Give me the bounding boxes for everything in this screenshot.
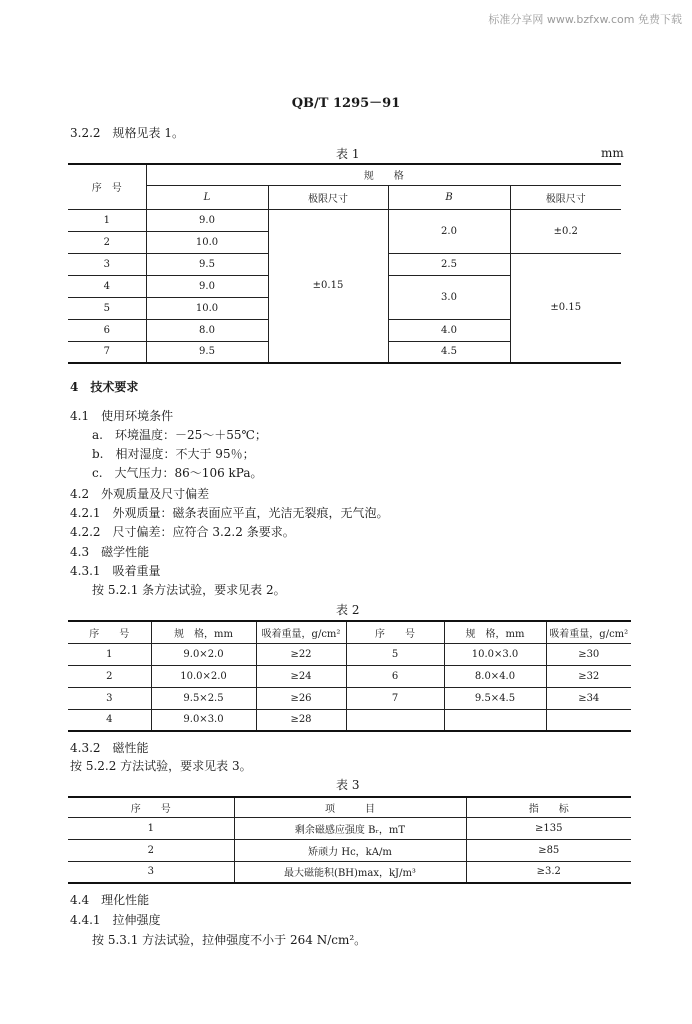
table2-weight: ≥26 xyxy=(256,687,346,709)
table1-tolL: ±0.15 xyxy=(268,209,388,363)
table2-header-weight: 吸着重量，g/cm² xyxy=(546,621,631,643)
table1-B: 4.0 xyxy=(388,319,510,341)
table2-spec: 10.0×2.0 xyxy=(151,665,256,687)
section-4-2-1: 4.2.1 外观质量：磁条表面应平直，光洁无裂痕，无气泡。 xyxy=(70,506,389,520)
table1-L: 9.0 xyxy=(146,275,268,297)
section-4-1: 4.1 使用环境条件 xyxy=(70,409,174,423)
table1-header-L: L xyxy=(146,185,268,209)
table1-seq: 1 xyxy=(68,209,146,231)
table1-tolB: ±0.15 xyxy=(510,253,621,363)
table1-seq: 4 xyxy=(68,275,146,297)
section-4-4-1-text: 按 5.3.1 方法试验，拉伸强度不小于 264 N/cm²。 xyxy=(92,933,367,947)
section-4: 4 技术要求 xyxy=(70,380,139,394)
table1-header-B: B xyxy=(388,185,510,209)
table1-seq: 6 xyxy=(68,319,146,341)
table2-empty-cell xyxy=(546,709,631,731)
table3-seq: 2 xyxy=(68,839,234,861)
table1-header-tolL: 极限尺寸 xyxy=(268,185,388,209)
table3-index: ≥135 xyxy=(466,817,631,839)
table1-header-tolB: 极限尺寸 xyxy=(510,185,621,209)
table2-seq: 7 xyxy=(346,687,444,709)
section-4-1-b: b. 相对湿度：不大于 95％； xyxy=(92,447,255,461)
table1-header-spec: 规 格 xyxy=(146,164,621,185)
table2-empty-cell xyxy=(346,709,444,731)
watermark: 标准分享网 www.bzfxw.com 免费下载 xyxy=(488,13,682,26)
table3 xyxy=(68,796,631,884)
table2-empty-cell xyxy=(444,709,546,731)
section-4-1-c: c. 大气压力：86～106 kPa。 xyxy=(92,466,263,480)
table2-seq: 4 xyxy=(68,709,151,731)
section-4-3-1: 4.3.1 吸着重量 xyxy=(70,564,161,578)
table2-weight: ≥30 xyxy=(546,643,631,665)
table1-L: 10.0 xyxy=(146,297,268,319)
table1-B: 2.5 xyxy=(388,253,510,275)
table3-index: ≥85 xyxy=(466,839,631,861)
table2-spec: 9.0×2.0 xyxy=(151,643,256,665)
table1-B: 4.5 xyxy=(388,341,510,363)
table3-header-seq: 序 号 xyxy=(68,797,234,817)
table2-weight: ≥22 xyxy=(256,643,346,665)
section-4-1-a: a. 环境温度：－25～＋55℃； xyxy=(92,428,267,442)
table2-header-seq: 序 号 xyxy=(68,621,151,643)
table2-spec: 10.0×3.0 xyxy=(444,643,546,665)
section-4-3-2: 4.3.2 磁性能 xyxy=(70,741,149,755)
table3-seq: 1 xyxy=(68,817,234,839)
table1-L: 9.5 xyxy=(146,341,268,363)
table3-header-item: 项 目 xyxy=(234,797,466,817)
table3-caption: 表 3 xyxy=(336,778,360,792)
table1-seq: 2 xyxy=(68,231,146,253)
section-4-4-1: 4.4.1 拉伸强度 xyxy=(70,913,161,927)
section-4-3-1-text: 按 5.2.1 条方法试验，要求见表 2。 xyxy=(92,583,286,597)
table2-caption: 表 2 xyxy=(336,603,360,617)
section-4-2-2: 4.2.2 尺寸偏差：应符合 3.2.2 条要求。 xyxy=(70,525,295,539)
table2-spec: 9.5×2.5 xyxy=(151,687,256,709)
table1-header-seq: 序 号 xyxy=(68,164,146,209)
table2-weight: ≥34 xyxy=(546,687,631,709)
table1-B: 2.0 xyxy=(388,209,510,253)
table1-B: 3.0 xyxy=(388,275,510,319)
table3-seq: 3 xyxy=(68,861,234,883)
table3-item: 剩余磁感应强度 Bᵣ，mT xyxy=(234,817,466,839)
table1-tolB: ±0.2 xyxy=(510,209,621,253)
table1 xyxy=(68,163,621,364)
table2-weight: ≥24 xyxy=(256,665,346,687)
table1-seq: 3 xyxy=(68,253,146,275)
table1-L: 10.0 xyxy=(146,231,268,253)
section-3-2-2: 3.2.2 规格见表 1。 xyxy=(70,126,184,140)
table2-seq: 6 xyxy=(346,665,444,687)
table2-weight: ≥32 xyxy=(546,665,631,687)
table1-L: 8.0 xyxy=(146,319,268,341)
table1-seq: 5 xyxy=(68,297,146,319)
table2-weight: ≥28 xyxy=(256,709,346,731)
table3-index: ≥3.2 xyxy=(466,861,631,883)
table2-seq: 2 xyxy=(68,665,151,687)
table3-item: 最大磁能积(BH)max，kJ/m³ xyxy=(234,861,466,883)
table1-L: 9.0 xyxy=(146,209,268,231)
table1-unit: mm xyxy=(601,146,624,160)
page-header: QB/T 1295－91 xyxy=(291,96,401,111)
section-4-3-2-text: 按 5.2.2 方法试验，要求见表 3。 xyxy=(70,759,252,773)
table2 xyxy=(68,620,631,732)
table2-seq: 5 xyxy=(346,643,444,665)
table2-header-spec: 规 格，mm xyxy=(151,621,256,643)
section-4-3: 4.3 磁学性能 xyxy=(70,545,150,559)
table2-spec: 8.0×4.0 xyxy=(444,665,546,687)
table2-seq: 3 xyxy=(68,687,151,709)
table2-header-seq: 序 号 xyxy=(346,621,444,643)
section-4-2: 4.2 外观质量及尺寸偏差 xyxy=(70,487,210,501)
table1-caption: 表 1 xyxy=(336,147,360,161)
table2-header-spec: 规 格，mm xyxy=(444,621,546,643)
table1-seq: 7 xyxy=(68,341,146,363)
table2-header-weight: 吸着重量，g/cm² xyxy=(256,621,346,643)
table3-header-index: 指 标 xyxy=(466,797,631,817)
table2-spec: 9.0×3.0 xyxy=(151,709,256,731)
table1-L: 9.5 xyxy=(146,253,268,275)
table2-seq: 1 xyxy=(68,643,151,665)
table3-item: 矫顽力 Hc，kA/m xyxy=(234,839,466,861)
section-4-4: 4.4 理化性能 xyxy=(70,893,150,907)
table2-spec: 9.5×4.5 xyxy=(444,687,546,709)
